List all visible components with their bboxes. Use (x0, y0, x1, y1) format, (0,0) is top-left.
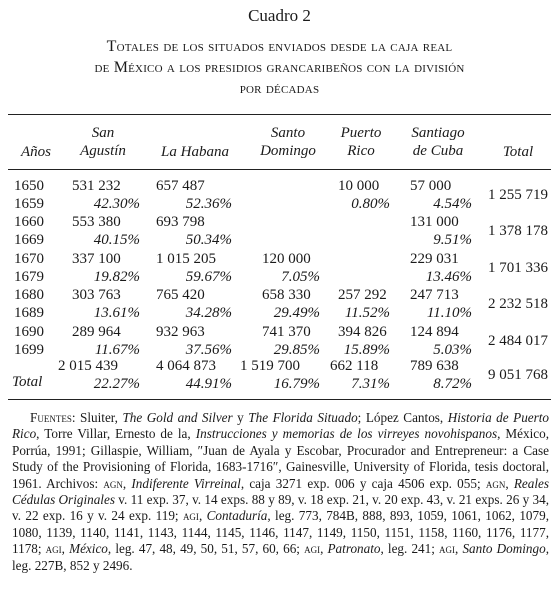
value-total: 1 701 336 (488, 259, 548, 276)
note-text: , (455, 541, 463, 557)
table-label: Cuadro 2 (248, 6, 311, 25)
percent-puerto-rico: 15.89% (343, 341, 390, 358)
value-total: 2 232 518 (488, 296, 548, 313)
percent-san-agustin: 19.82% (93, 268, 140, 285)
note-title: Historia de Puerto Rico (12, 410, 550, 442)
year-end: 1689 (14, 305, 44, 322)
year-end: 1679 (14, 268, 44, 285)
year-end: 1669 (14, 232, 44, 249)
percent-puerto-rico: 11.52% (344, 305, 390, 322)
total-value-santo-domingo: 1 519 700 (240, 358, 300, 374)
total-percent-san-agustin: 22.27% (93, 376, 140, 392)
note-text: : Sluiter, (71, 410, 123, 425)
archive-abbrev: agi (182, 508, 199, 524)
note-title: Contaduría (206, 508, 268, 524)
percent-la-habana: 50.34% (185, 232, 232, 249)
percent-san-agustin: 40.15% (93, 232, 140, 249)
value-san-agustin: 531 232 (72, 178, 121, 194)
percent-la-habana: 34.28% (185, 305, 232, 322)
value-santo-domingo: 741 370 (262, 323, 311, 340)
value-santiago: 131 000 (410, 214, 459, 231)
value-santo-domingo: 120 000 (262, 250, 311, 267)
top-rule (8, 114, 551, 115)
value-santiago: 57 000 (410, 178, 452, 194)
percent-la-habana: 52.36% (185, 196, 232, 212)
sources-label: Fuentes (30, 410, 72, 425)
percent-la-habana: 59.67% (185, 268, 232, 285)
total-value-la-habana: 4 064 873 (156, 358, 216, 374)
header-san-agustin (66, 124, 140, 160)
note-title: Patronato (327, 541, 381, 557)
grand-total: 9 051 768 (488, 367, 548, 383)
note-text: , leg. 227B, 852 y 2496. (12, 541, 549, 573)
value-santo-domingo: 658 330 (262, 287, 311, 304)
archive-abbrev: agi (304, 541, 321, 557)
total-value-puerto-rico: 662 118 (330, 358, 379, 374)
value-puerto-rico: 394 826 (338, 323, 387, 340)
note-text: , (61, 541, 70, 557)
header-santo-domingo (248, 124, 328, 160)
value-la-habana: 1 015 205 (156, 250, 216, 267)
header-total: Total (502, 144, 534, 160)
note-title: The Florida Situado (248, 410, 358, 425)
total-percent-santiago: 8.72% (433, 376, 472, 392)
value-san-agustin: 289 964 (72, 323, 121, 340)
note-title: Instrucciones y memorias de los virreyes novohispanos (195, 426, 498, 442)
table-title (10, 36, 549, 99)
header-anos: Años (21, 144, 51, 160)
sources-note (12, 410, 549, 574)
value-santiago: 247 713 (410, 287, 459, 304)
total-value-san-agustin: 2 015 439 (58, 358, 118, 374)
year-start: 1680 (14, 287, 44, 304)
note-text: , leg. 241; (380, 541, 440, 557)
header-line: Santiago (411, 125, 465, 141)
note-text: , (198, 508, 207, 524)
value-total: 1 378 178 (488, 223, 548, 240)
header-line: de Cuba (412, 143, 464, 159)
note-text: , (505, 475, 514, 491)
note-text: ; López Cantos, (357, 410, 448, 425)
value-santiago: 229 031 (410, 250, 459, 267)
value-puerto-rico: 10 000 (338, 178, 380, 194)
note-text: , México, Porrúa, 1991; Gillaspie, William, ″Juan de Ayala y Escobar, Procurador and Entrepreneur: a Case Study of the Provisioning of Florida, 1683-1716″, Gainesville, University of Florida, tesis doctoral, 1961. Archivos: (12, 426, 549, 491)
value-puerto-rico: 257 292 (338, 287, 387, 304)
value-la-habana: 765 420 (156, 287, 205, 304)
note-title: The Gold and Silver (122, 410, 233, 425)
total-label: Total (12, 374, 43, 390)
header-la-habana: La Habana (161, 144, 229, 160)
year-end: 1659 (14, 196, 44, 212)
value-total: 2 484 017 (488, 332, 548, 349)
percent-santiago: 11.10% (426, 305, 472, 322)
total-value-santiago: 789 638 (410, 358, 459, 374)
archive-abbrev: agi (439, 541, 456, 557)
note-text: , (320, 541, 328, 557)
year-start: 1690 (14, 323, 44, 340)
value-san-agustin: 553 380 (72, 214, 121, 231)
total-percent-la-habana: 44.91% (185, 376, 232, 392)
percent-puerto-rico: 0.80% (351, 196, 390, 212)
archive-abbrev: agi (45, 541, 62, 557)
header-line: San (91, 125, 115, 141)
archive-abbrev: agn (103, 475, 123, 491)
bottom-rule (8, 399, 551, 400)
archive-abbrev: agn (485, 475, 506, 491)
percent-santiago: 5.03% (433, 341, 472, 358)
header-line: Rico (347, 143, 375, 159)
value-santiago: 124 894 (410, 323, 459, 340)
note-text: , Torre Villar, Ernesto de la, (36, 426, 196, 442)
note-title: Reales Cédulas Originales (12, 475, 549, 508)
year-start: 1650 (14, 178, 44, 194)
percent-la-habana: 37.56% (185, 341, 232, 358)
percent-santiago: 13.46% (425, 268, 472, 285)
total-percent-puerto-rico: 7.31% (351, 376, 390, 392)
note-title: Indiferente Virreinal (131, 475, 241, 491)
value-la-habana: 932 963 (156, 323, 205, 340)
header-puerto-rico (330, 124, 392, 160)
percent-san-agustin: 42.30% (93, 196, 140, 212)
note-text: , (122, 475, 132, 491)
header-line: Santo (270, 125, 306, 141)
header-line: Agustín (80, 143, 126, 159)
note-text: , caja 3271 exp. 006 y caja 4506 exp. 055; (240, 475, 486, 491)
title-line: por décadas (239, 80, 320, 97)
note-text: , leg. 47, 48, 49, 50, 51, 57, 60, 66; (107, 541, 305, 557)
value-san-agustin: 337 100 (72, 250, 121, 267)
header-line: Domingo (260, 143, 316, 159)
year-start: 1660 (14, 214, 44, 231)
note-text: , leg. 773, 784B, 888, 893, 1059, 1061, 1062, 1079, 1080, 1139, 1140, 1141, 1143, 1144, 1145, 1146, 1147, 1149, 1150, 1151, 1158, 1160, 1176, 1177, 1178; (12, 508, 549, 557)
value-la-habana: 693 798 (156, 214, 205, 231)
note-text: y (232, 410, 249, 425)
percent-santo-domingo: 7.05% (281, 268, 320, 285)
percent-santo-domingo: 29.49% (273, 305, 320, 322)
value-total: 1 255 719 (488, 187, 548, 203)
value-san-agustin: 303 763 (72, 287, 121, 304)
title-line: de México a los presidios grancaribeños con la división (94, 59, 465, 76)
title-line: Totales de los situados enviados desde la caja real (106, 38, 453, 55)
percent-santiago: 4.54% (433, 196, 472, 212)
percent-santo-domingo: 29.85% (273, 341, 320, 358)
note-text: v. 11 exp. 37, v. 14 exps. 88 y 89, v. 18 exp. 21, v. 20 exp. 43, v. 21 exps. 26 y 34, v. 22 exp. 16 y v. 24 exp. 119; (12, 492, 549, 524)
percent-santiago: 9.51% (433, 232, 472, 249)
percent-san-agustin: 13.61% (93, 305, 140, 322)
year-start: 1670 (14, 250, 44, 267)
percent-san-agustin: 11.67% (94, 341, 140, 358)
note-title: México (69, 541, 108, 557)
header-line: Puerto (340, 125, 382, 141)
year-end: 1699 (14, 341, 44, 358)
note-title: Santo Domingo (462, 541, 546, 557)
header-santiago (400, 124, 476, 160)
header-rule (8, 169, 551, 170)
value-la-habana: 657 487 (156, 178, 205, 194)
total-percent-santo-domingo: 16.79% (273, 376, 320, 392)
